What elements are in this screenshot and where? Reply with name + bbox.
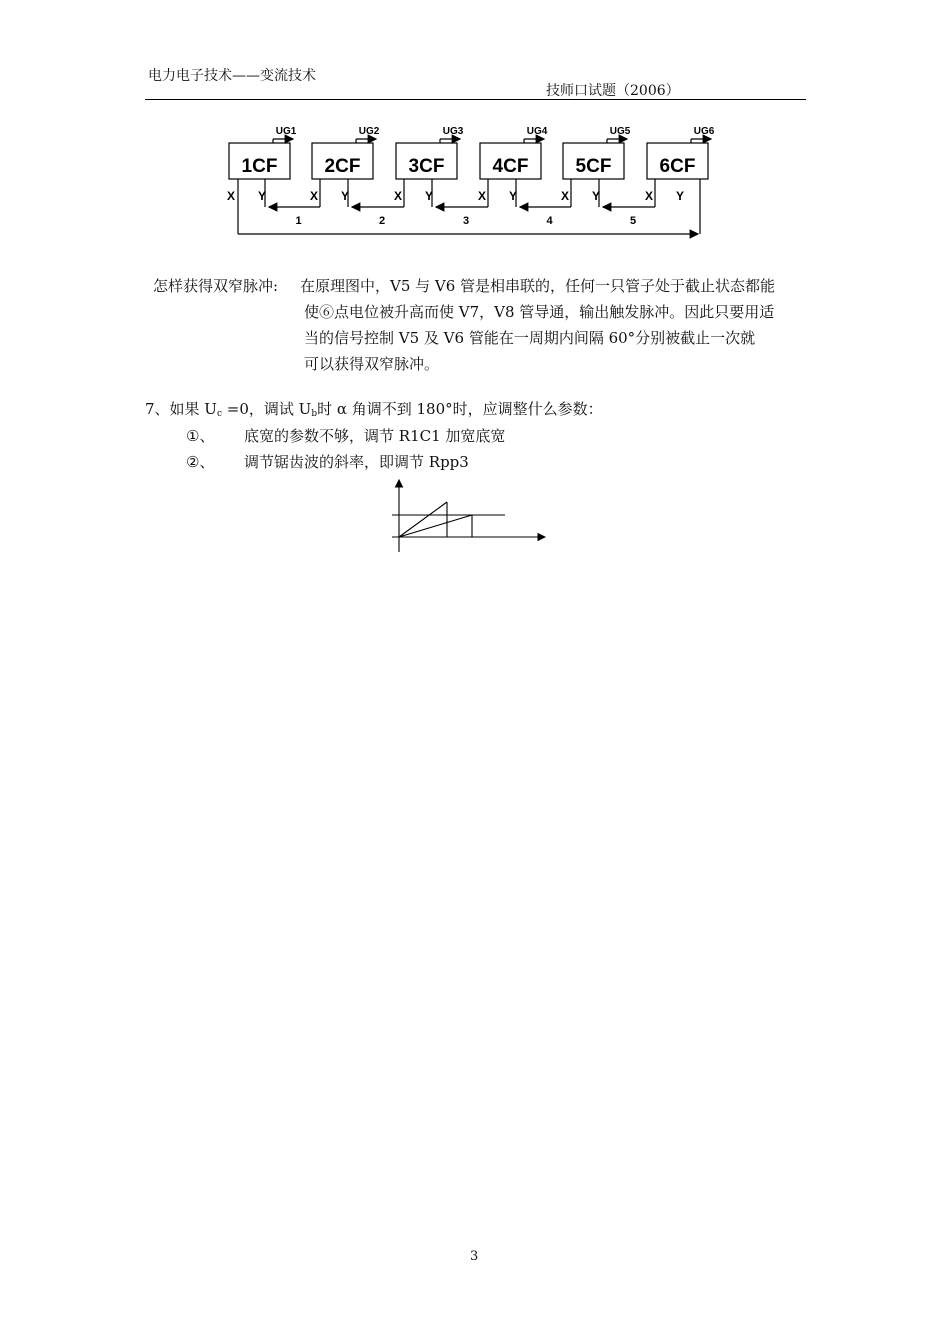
cf-block-label: 2CF (324, 156, 361, 177)
paragraph1-line: 当的信号控制 V5 及 V6 管能在一周期内间隔 60°分别被截止一次就 (304, 329, 756, 347)
link-number: 3 (462, 215, 470, 227)
x-label: X (560, 189, 570, 203)
option-number: ②、 (186, 453, 215, 471)
cf-block-label: 5CF (575, 156, 612, 177)
y-label: Y (424, 189, 434, 203)
paragraph1-label: 怎样获得双窄脉冲: (153, 277, 279, 295)
x-label: X (226, 189, 236, 203)
paragraph1-line: 在原理图中，V5 与 V6 管是相串联的，任何一只管子处于截止状态都能 (300, 277, 776, 295)
x-label: X (477, 189, 487, 203)
question7-option (186, 425, 505, 446)
y-label: Y (675, 189, 685, 203)
y-label: Y (257, 189, 267, 203)
link-number: 5 (629, 215, 637, 227)
x-label: X (644, 189, 654, 203)
output-label: UG1 (275, 126, 297, 137)
cf-block-label: 4CF (492, 156, 529, 177)
page-number: 3 (470, 1249, 479, 1264)
header-right-title: 技师口试题（2006） (546, 83, 680, 99)
option-text: 底宽的参数不够，调节 R1C1 加宽底宽 (244, 427, 506, 445)
link-number: 2 (378, 215, 386, 227)
x-label: X (309, 189, 319, 203)
output-label: UG5 (609, 126, 631, 137)
y-label: Y (591, 189, 601, 203)
link-number: 1 (295, 215, 302, 227)
link-number: 4 (546, 215, 553, 227)
header-left-title: 电力电子技术——变流技术 (148, 68, 316, 84)
sawtooth-sketch (380, 470, 560, 560)
paragraph1-line: 可以获得双窄脉冲。 (304, 355, 440, 373)
option-text: 调节锯齿波的斜率，即调节 Rpp3 (244, 453, 469, 471)
cf-block-label: 3CF (408, 156, 445, 177)
option-number: ①、 (186, 427, 215, 445)
output-label: UG6 (693, 126, 715, 137)
output-label: UG2 (358, 126, 380, 137)
paragraph1-line: 使⑥点电位被升高而使 V7，V8 管导通，输出触发脉冲。因此只要用适 (304, 303, 775, 321)
cf-block-label: 1CF (241, 156, 278, 177)
y-label: Y (508, 189, 518, 203)
output-label: UG4 (526, 126, 548, 137)
x-label: X (393, 189, 403, 203)
y-label: Y (340, 189, 350, 203)
pulse-chain-diagram (0, 0, 950, 260)
question7-text: 7、如果 $U_c =0$，调试 $U_b$时 α 角调不到 180°时，应调整什么参数： (145, 400, 603, 419)
question7-option (186, 451, 469, 472)
cf-block-label: 6CF (659, 156, 696, 177)
output-label: UG3 (442, 126, 464, 137)
